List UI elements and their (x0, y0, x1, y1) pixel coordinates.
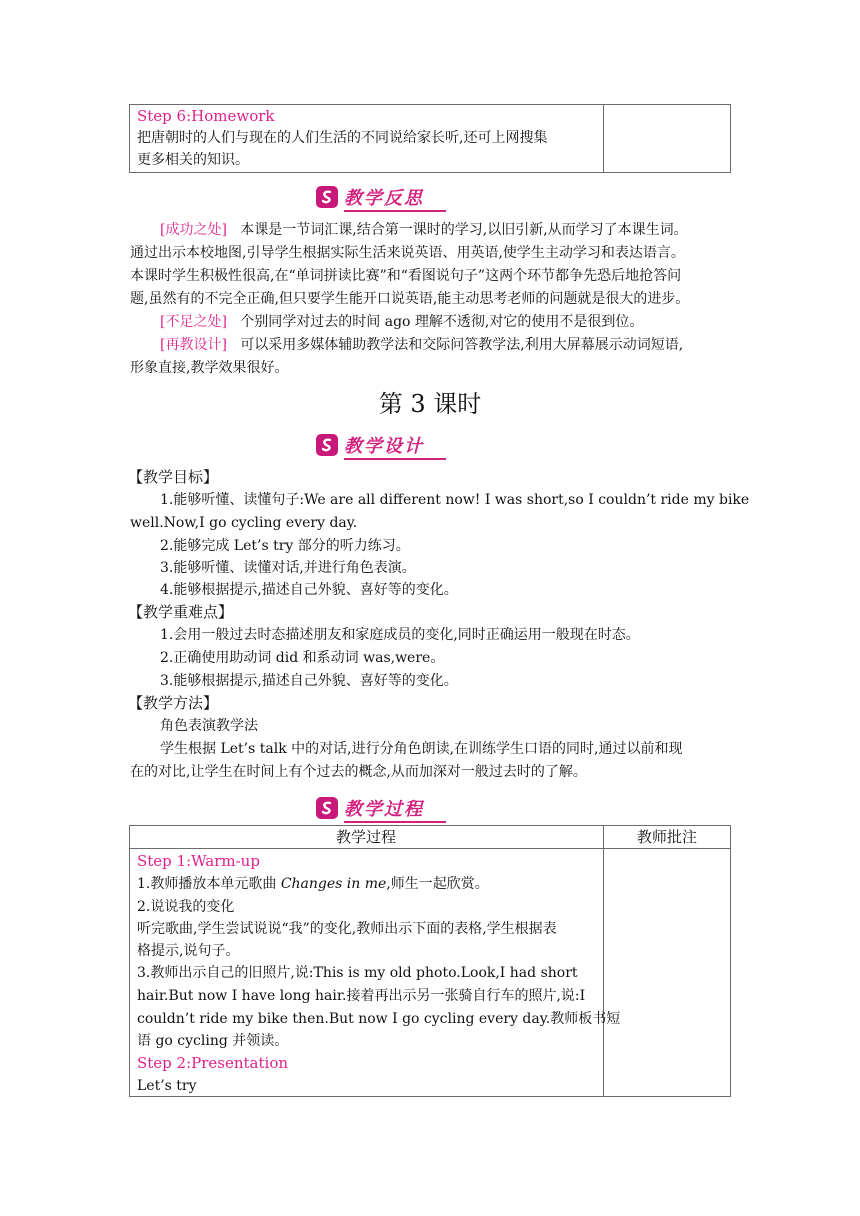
table-divider (603, 825, 604, 1097)
keypoints-heading: 【教学重难点】 (128, 603, 234, 621)
process-line-7: couldn’t ride my bike then.But now I go cycling every day.教师板书短 (137, 1011, 621, 1027)
objective-item-4: 4.能够根据提示,描述自己外貌、喜好等的变化。 (160, 582, 458, 598)
method-line-1: 学生根据 Let’s talk 中的对话,进行分角色朗读,在训练学生口语的同时,通过以前和现 (160, 741, 683, 757)
method-line-2: 在的对比,让学生在时间上有个过去的概念,从而加深对一般过去时的了解。 (130, 764, 587, 780)
step-heading: Step 6:Homework (137, 107, 275, 125)
section-logo-icon (316, 797, 338, 819)
song-title: Changes in me (280, 876, 387, 892)
section-logo-icon (316, 186, 338, 208)
banner-title: 教学设计 (344, 436, 424, 457)
homework-line-2: 更多相关的知识。 (137, 152, 249, 168)
objective-item-1-cont: well.Now,I go cycling every day. (130, 515, 358, 531)
method-name: 角色表演教学法 (160, 718, 258, 734)
process-line-1: 1.教师播放本单元歌曲 Changes in me,师生一起欣赏。 (137, 876, 489, 892)
methods-heading: 【教学方法】 (128, 694, 219, 712)
process-line-last: Let’s try (137, 1078, 197, 1094)
section-logo-icon (316, 434, 338, 456)
homework-line-1: 把唐朝时的人们与现在的人们生活的不同说给家长听,还可上网搜集 (137, 130, 548, 146)
keypoint-item-2: 2.正确使用助动词 did 和系动词 was,were。 (160, 650, 445, 666)
banner-title: 教学反思 (344, 188, 424, 209)
banner-title: 教学过程 (344, 799, 424, 820)
reflection-banner (316, 184, 446, 210)
success-tag: [成功之处] (160, 222, 227, 238)
design-banner (316, 432, 446, 458)
step1-heading: Step 1:Warm-up (137, 852, 260, 870)
shortfall-line: [不足之处] 个别同学对过去的时间 ago 理解不透彻,对它的使用不是很到位。 (160, 314, 644, 330)
process-line-8: 语 go cycling 并领读。 (137, 1033, 289, 1049)
header-divider (129, 848, 731, 849)
objective-item-3: 3.能够听懂、读懂对话,并进行角色表演。 (160, 560, 416, 576)
process-column-header: 教学过程 (335, 828, 396, 846)
redesign-line-1: [再教设计] 可以采用多媒体辅助教学法和交际问答教学法,利用大屏幕展示动词短语, (160, 337, 684, 353)
keypoint-item-3: 3.能够根据提示,描述自己外貌、喜好等的变化。 (160, 673, 458, 689)
lesson-title: 第 3 课时 (378, 390, 482, 418)
redesign-line-2: 形象直接,教学效果很好。 (130, 360, 289, 376)
shortfall-tag: [不足之处] (160, 314, 227, 330)
success-line-4: 题,虽然有的不完全正确,但只要学生能开口说英语,能主动思考老师的问题就是很大的进步。 (130, 291, 690, 307)
success-line-1: [成功之处] 本课是一节词汇课,结合第一课时的学习,以旧引新,从而学习了本课生词。 (160, 222, 688, 238)
objective-item-2: 2.能够完成 Let’s try 部分的听力练习。 (160, 538, 410, 554)
process-line-2: 2.说说我的变化 (137, 899, 235, 915)
table-divider (603, 104, 604, 173)
process-line-3: 听完歌曲,学生尝试说说“我”的变化,教师出示下面的表格,学生根据表 (137, 921, 557, 937)
keypoint-item-1: 1.会用一般过去时态描述朋友和家庭成员的变化,同时正确运用一般现在时态。 (160, 627, 640, 643)
objectives-heading: 【教学目标】 (128, 468, 219, 486)
notes-column-header: 教师批注 (636, 828, 697, 846)
success-line-3: 本课时学生积极性很高,在“单词拼读比赛”和“看图说句子”这两个环节都争先恐后地抢答问 (130, 268, 682, 284)
redesign-tag: [再教设计] (160, 337, 227, 353)
step2-heading: Step 2:Presentation (137, 1054, 289, 1072)
process-banner (316, 795, 446, 821)
process-line-6: hair.But now I have long hair.接着再出示另一张骑自行车的照片,说:I (137, 988, 586, 1004)
process-line-5: 3.教师出示自己的旧照片,说:This is my old photo.Look,I had short (137, 965, 578, 981)
success-line-2: 通过出示本校地图,引导学生根据实际生活来说英语、用英语,使学生主动学习和表达语言。 (130, 245, 685, 261)
process-line-4: 格提示,说句子。 (137, 943, 240, 959)
objective-item-1: 1.能够听懂、读懂句子:We are all different now! I was short,so I couldn’t ride my bike (160, 492, 750, 508)
